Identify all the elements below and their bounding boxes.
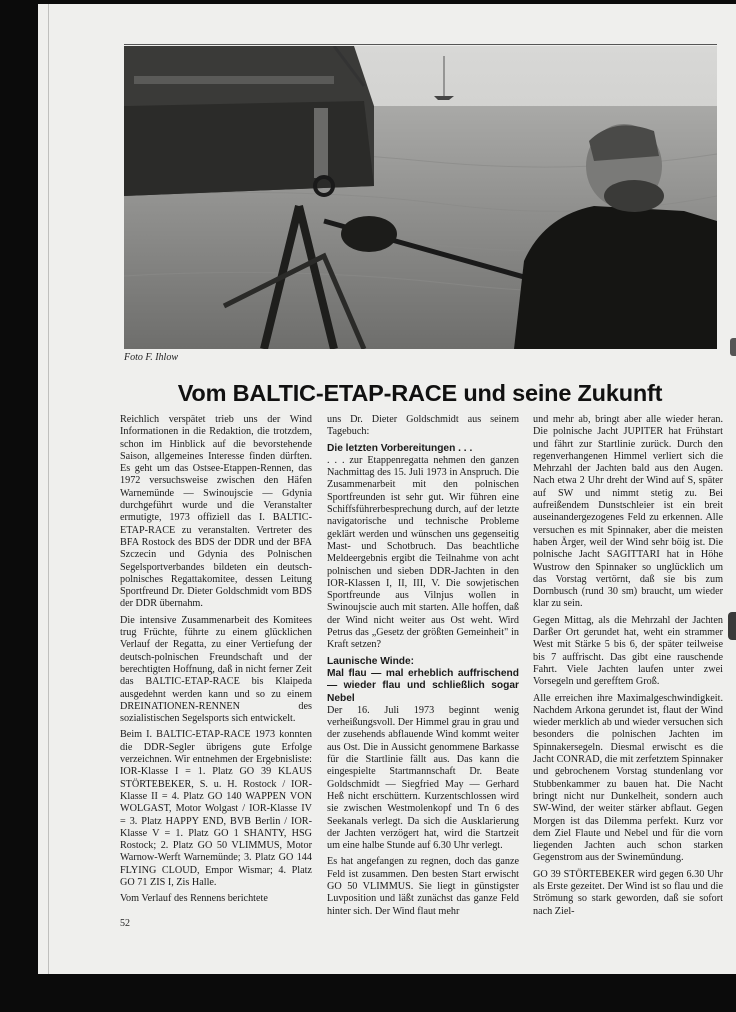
top-rule [124, 44, 717, 45]
page-edge-mark [728, 612, 736, 640]
section-heading: Die letzten Vorbereitungen . . . [327, 442, 473, 454]
page-number: 52 [120, 918, 130, 929]
section-heading: Launische Winde: [327, 655, 415, 667]
article-paragraph: GO 39 STÖRTEBEKER wird gegen 6.30 Uhr als Erste gezeitet. Der Wind ist so flau und die Strömung so stark geworden, daß sie sofort nach Ziel- [533, 868, 723, 917]
article-paragraph: Beim I. BALTIC-ETAP-RACE 1973 konnten die DDR-Segler übrigens gute Erfolge verzeichnen. Wir entnehmen der Ergebnisliste: IOR-Klasse I = 1. Platz GO 39 KLAUS STÖRTEBEKER, S. u. H. Rostock / IOR-Klasse II = 4. Platz GO 140 WAPPEN VON WOLGAST, Motor Wolgast / IOR-Klasse IV = 3. Platz HAPPY END, BVB Berlin / IOR-Klasse V = 1. Platz GO 1 SHANTY, HSG Rostock; 2. Platz GO 50 VLIMMUS, Motor Warnow-Werft Warnemünde; 3. Platz GO 144 FLYING CLOUD, Empor Wismar; 4. Platz GO 71 ZIS I, Zis Halle. [120, 729, 312, 888]
article-paragraph: Gegen Mittag, als die Mehrzahl der Jachten Darßer Ort gerundet hat, weht ein strammer West mit Stärke 5 bis 6, der später teilweise bis 7 auffrischt. Das gibt eine rauschende Fahrt. Viele Jachten laufen unter zwei Vorsegeln und gerefftem Groß. [533, 614, 723, 688]
article-headline: Vom BALTIC-ETAP-RACE und seine Zukunft [177, 380, 663, 406]
photo-caption: Foto F. Ihlow [124, 352, 178, 363]
article-paragraph: Reichlich verspätet trieb uns der Wind Informationen in die Redaktion, die trotzdem, schon im Hinblick auf die bevorstehende Saison, allgemeines Interesse finden dürften. Es geht um das Ostsee-Etappen-Rennen, das 1972 versuchsweise zwischen den Häfen Warnemünde — Swinoujscie — Gdynia durchgeführt wurde und die Veranstalter ermutigte, 1973 offiziell das I. BALTIC-ETAP-RACE zu veranstalten. Vertreter des BFA Rostock des BDS der DDR und der BFA Szczecin und Gdynia des Polnischen Segelsportverbandes bildeten ein deutsch-polnisches Regattakomitee, dessen Leitung Sportfreund Dr. Dieter Goldschmidt vom BDS der DDR übernahm. [120, 414, 312, 610]
article-paragraph: Die intensive Zusammenarbeit des Komitees trug Früchte, führte zu einem glücklichen Verlauf der Regatta, zu einer Vertiefung der deutsch-polnischen Freundschaft und der berechtigten Hoffnung, daß in nicht ferner Zeit das BALTIC-ETAP-RACE bis Klaipeda ausgedehnt werden kann und so zu einem DREINATIONEN-RENNEN des sozialistischen Segelsports sich entwickelt. [120, 614, 312, 725]
article-paragraph: . . . zur Etappenregatta nehmen den ganzen Nachmittag des 15. Juli 1973 in Anspruch. Die Zusammenarbeit mit den polnischen Sportfreunden ist sehr gut. Wir führen eine Schiffsführerbesprechung durch, auf der letzte navigatorische und technische Probleme geklärt werden und wünschen uns gegenseitig Mast- und Schotbruch. Das beachtliche Meldeergebnis ergibt die Teilnahme von acht polnischen und sieben DDR-Jachten in den IOR-Klassen I, II, III, V. Die sowjetischen Sportfreunde aus Vilnjus wollen in Swinoujscie auch mit starten. Alle hoffen, daß der Wind nicht weiter aus Ost weht. Wird Petrus das „Gesetz der größten Gemeinheit" in Kraft setzen? [327, 454, 519, 651]
article-paragraph: Es hat angefangen zu regnen, doch das ganze Feld ist zusammen. Den besten Start erwischt GO 50 VLIMMUS. Sie liegt in günstigster Luvposition und läßt zunächst das ganze Feld hinter sich. Der Wind flaut mehr [327, 856, 519, 917]
sailing-photo-image [124, 46, 717, 349]
page-edge-mark [730, 338, 736, 356]
article-column-1 [120, 414, 312, 910]
article-paragraph: Vom Verlauf des Rennens berichtete [120, 893, 268, 905]
article-column-3 [533, 414, 723, 922]
article-column-2 [327, 414, 519, 922]
sailing-photo [124, 46, 717, 349]
section-subheading: Mal flau — mal erheblich auffrischend — wieder flau und schließlich sogar Nebel [327, 667, 519, 704]
article-paragraph: Alle erreichen ihre Maximalgeschwindigkeit. Nachdem Arkona gerundet ist, flaut der Wind wieder merklich ab und wieder versuchen sich besonders die polnischen Jachten im Spinnakersegeln. Diesmal erwischt es die Jacht CONRAD, die mit zerfetztem Spinnaker und gebrochenem Vorstag stundenlang vor Stubbenkammer zu bauen hat. Die Nacht bringt nicht nur Dunkelheit, sondern auch SW-Wind, der weiter stärker abflaut. Gegen Morgen ist das Dilemma perfekt. Kurz vor dem Ziel Flaute und Nebel und für die vorn liegenden Jachten auch schon starken Gegenstrom aus der Swinemündung. [533, 692, 723, 864]
page-edge-line [48, 4, 49, 974]
article-paragraph: und mehr ab, bringt aber alle wieder heran. Die polnische Jacht JUPITER hat Frühstart und fährt zur Startlinie zurück. Durch den regenverhangenen Himmel verliert sich die Mehrzahl der Jachten bald aus den Augen. Nach etwa 2 Uhr dreht der Wind auf S, später auf SW und nimmt stetig zu. Bei aufreißendem Dunstschleier ist ein breit auseinandergezogenes Feld zu erkennen. Alle versuchen es mit Spinnaker, aber die meisten haben Ärger, weil der Wind sehr böig ist. Die polnische Jacht SAGITTARI hat in Höhe Wustrow den Spinnaker so unglücklich um das Vorstag vertörnt, daß sie bis zum Dornbusch (rund 30 sm) braucht, um wieder klar zu sein. [533, 414, 723, 610]
article-paragraph: uns Dr. Dieter Goldschmidt aus seinem Tagebuch: [327, 414, 519, 438]
article-paragraph: Der 16. Juli 1973 beginnt wenig verheißungsvoll. Der Himmel grau in grau und der zusehends abflauende Wind kommt weiter aus Ost. Die in Aussicht genommene Barkasse für die Startlinie fällt aus. Das kann die eingespielte Startmannschaft Dr. Beate Goldschmidt — Siegfried May — Gerhard Heß nicht erschüttern. Kurzentschlossen wird sie zwischen Westmolenkopf und Tn 6 des Seekanals verlegt. Da sich die Ausklarierung der Jachten verzögert hat, wird die Startzeit um eine halbe Stunde auf 6.30 Uhr verlegt. [327, 704, 519, 852]
